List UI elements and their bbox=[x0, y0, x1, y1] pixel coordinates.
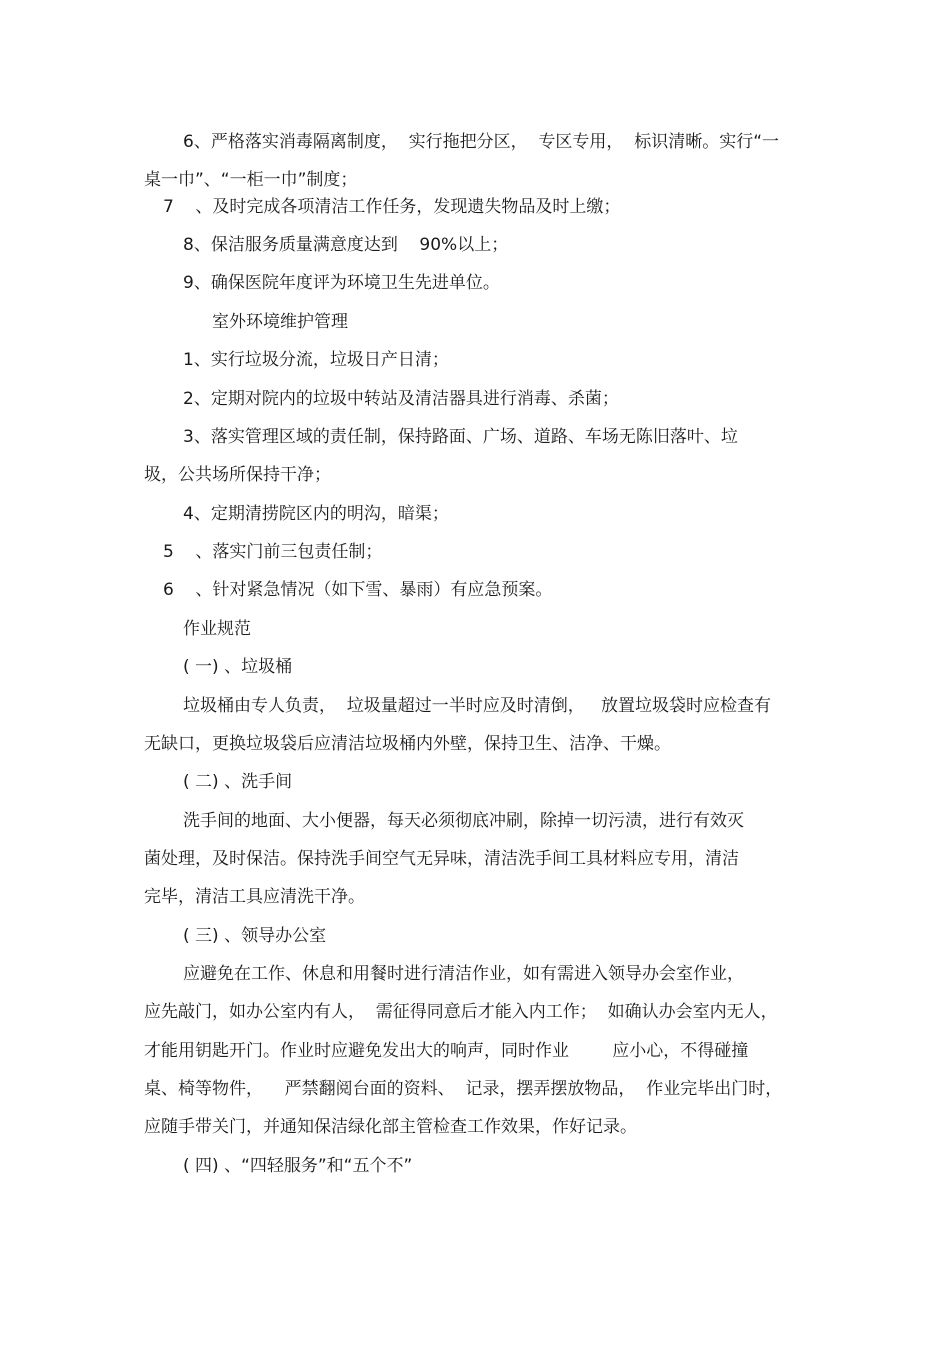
text-line: 7 、及时完成各项清洁工作任务，发现遗失物品及时上缴； bbox=[163, 197, 621, 217]
subsection-heading: ( 一) 、垃圾桶 bbox=[183, 657, 293, 677]
text-line: 无缺口，更换垃圾袋后应清洁垃圾桶内外壁，保持卫生、洁净、干燥。 bbox=[144, 734, 671, 754]
text-line: 6、严格落实消毒隔离制度， 实行拖把分区， 专区专用， 标识清晰。实行“一 bbox=[183, 132, 780, 152]
subsection-heading: ( 三) 、领导办公室 bbox=[183, 926, 327, 946]
text-line: 菌处理，及时保洁。保持洗手间空气无异味，清洁洗手间工具材料应专用，清洁 bbox=[144, 849, 739, 869]
section-heading: 室外环境维护管理 bbox=[212, 312, 348, 332]
text-line: 应避免在工作、休息和用餐时进行清洁作业，如有需进入领导办会室作业， bbox=[183, 964, 744, 984]
text-line: 桌一巾”、“一柜一巾”制度； bbox=[144, 170, 358, 190]
subsection-heading: ( 二) 、洗手间 bbox=[183, 772, 293, 792]
subsection-heading: ( 四) 、“四轻服务”和“五个不” bbox=[183, 1156, 413, 1176]
text-line: 3、落实管理区域的责任制，保持路面、广场、道路、车场无陈旧落叶、垃 bbox=[183, 427, 738, 447]
text-line: 完毕，清洁工具应清洗干净。 bbox=[144, 887, 365, 907]
text-line: 6 、针对紧急情况（如下雪、暴雨）有应急预案。 bbox=[163, 580, 553, 600]
text-line: 圾，公共场所保持干净； bbox=[144, 465, 331, 485]
text-line: 桌、椅等物件， 严禁翻阅台面的资料、 记录，摆弄摆放物品， 作业完毕出门时， bbox=[144, 1079, 783, 1099]
text-line: 2、定期对院内的垃圾中转站及清洁器具进行消毒、杀菌； bbox=[183, 389, 619, 409]
section-heading: 作业规范 bbox=[183, 619, 251, 639]
text-line: 1、实行垃圾分流，垃圾日产日清； bbox=[183, 350, 449, 370]
text-line: 8、保洁服务质量满意度达到 90%以上； bbox=[183, 235, 509, 255]
text-line: 才能用钥匙开门。作业时应避免发出大的响声，同时作业 应小心，不得碰撞 bbox=[144, 1041, 749, 1061]
text-line: 应随手带关门，并通知保洁绿化部主管检查工作效果，作好记录。 bbox=[144, 1117, 637, 1137]
text-line: 垃圾桶由专人负责， 垃圾量超过一半时应及时清倒， 放置垃圾袋时应检查有 bbox=[183, 696, 772, 716]
text-line: 应先敲门，如办公室内有人， 需征得同意后才能入内工作； 如确认办会室内无人， bbox=[144, 1002, 778, 1022]
text-line: 4、定期清捞院区内的明沟，暗渠； bbox=[183, 504, 449, 524]
text-line: 洗手间的地面、大小便器，每天必须彻底冲刷，除掉一切污渍，进行有效灭 bbox=[183, 811, 744, 831]
text-line: 5 、落实门前三包责任制； bbox=[163, 542, 383, 562]
text-line: 9、确保医院年度评为环境卫生先进单位。 bbox=[183, 273, 500, 293]
